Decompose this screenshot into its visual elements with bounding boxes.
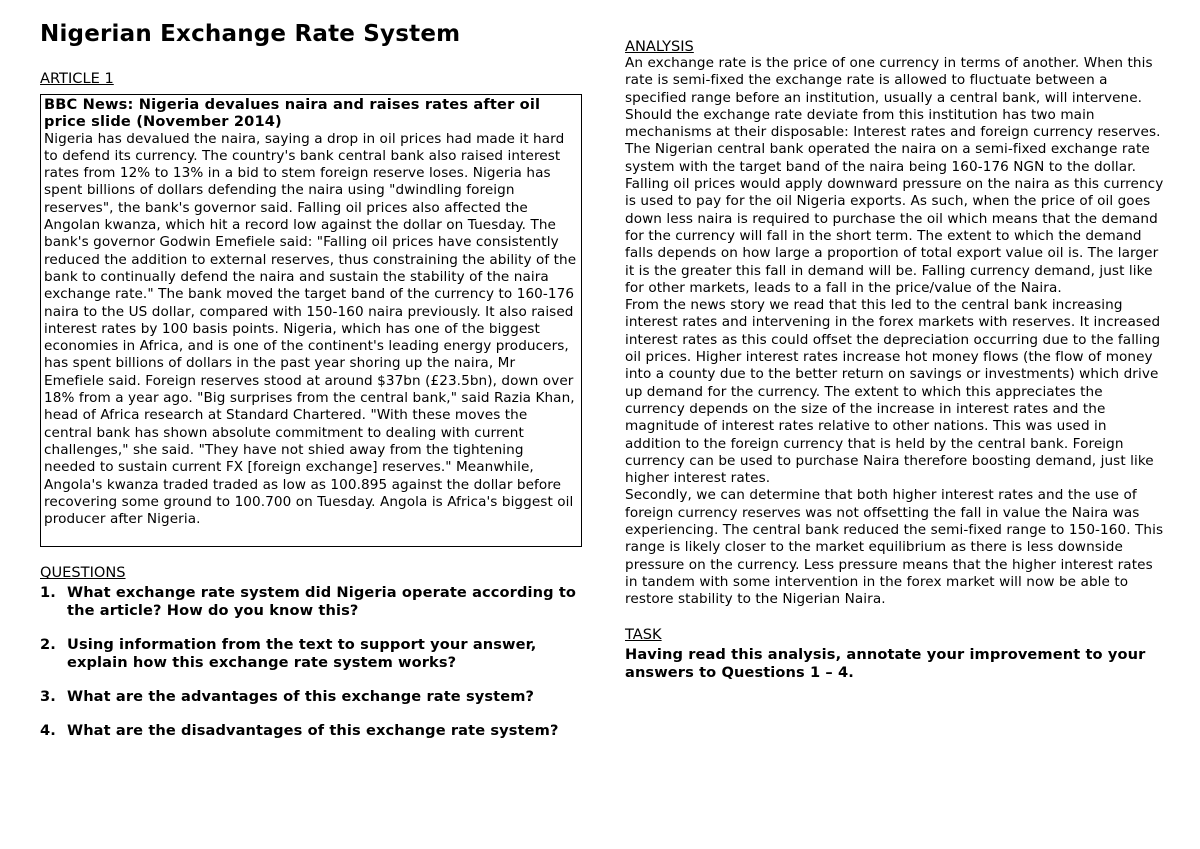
questions-list	[40, 584, 580, 740]
left-column	[40, 20, 582, 756]
article-body: Nigeria has devalued the naira, saying a drop in oil prices had made it hard to defend its currency. The country's bank central bank also raised interest rates from 12% to 13% in a bid to stem foreign reserve loses. Nigeria has spent billions of dollars defending the naira using "dwindling foreign reserves", the bank's governor said. Falling oil prices also affected the Angolan kwanza, which hit a record low against the dollar on Tuesday. The bank's governor Godwin Emefiele said: "Falling oil prices have consistently reduced the addition to external reserves, thus constraining the ability of the bank to continually defend the naira and sustain the stability of the naira exchange rate." The bank moved the target band of the currency to 160-176 naira to the US dollar, compared with 150-160 naira previously. It also raised interest rates by 100 basis points. Nigeria, which has one of the biggest economies in Africa, and is one of the continent's leading energy producers, has spent billions of dollars in the past year shoring up the naira, Mr Emefiele said. Foreign reserves stood at around $37bn (£23.5bn), down over 18% from a year ago. "Big surprises from the central bank," said Razia Khan, head of Africa research at Standard Chartered. "With these moves the central bank has shown absolute commitment to dealing with current challenges," she said. "They have not shied away from the tightening needed to sustain current FX [foreign exchange] reserves." Meanwhile, Angola's kwanza traded traded as low as 100.895 against the dollar before recovering some ground to 100.700 on Tuesday. Angola is Africa's biggest oil producer after Nigeria.	[44, 130, 577, 528]
analysis-body	[625, 55, 1165, 609]
question-text: What exchange rate system did Nigeria operate according to the article? How do you know this?	[67, 584, 577, 620]
question-text: What are the advantages of this exchange rate system?	[67, 688, 535, 706]
question-number: 2.	[40, 636, 56, 654]
question-item	[40, 722, 580, 740]
question-text: What are the disadvantages of this exchange rate system?	[67, 722, 559, 740]
document-title: Nigerian Exchange Rate System	[40, 21, 461, 47]
questions-heading: QUESTIONS	[40, 564, 126, 582]
analysis-paragraph: Secondly, we can determine that both higher interest rates and the use of foreign currency reserves was not offsetting the fall in value the Naira was experiencing. The central bank reduced the semi-fixed range to 150-160. This range is likely closer to the market equilibrium as there is less downside pressure on the currency. Less pressure means that the higher interest rates in tandem with some intervention in the forex market will now be able to restore stability to the Nigerian Naira.	[625, 487, 1164, 608]
article-headline: BBC News: Nigeria devalues naira and raises rates after oil price slide (November 2014)	[44, 96, 541, 131]
task-heading: TASK	[625, 625, 662, 643]
question-number: 1.	[40, 584, 56, 602]
analysis-heading: ANALYSIS	[625, 38, 694, 55]
question-number: 4.	[40, 722, 56, 740]
analysis-paragraph: From the news story we read that this led to the central bank increasing interest rates and intervening in the forex markets with reserves. It increased interest rates as this could offset the depreciation occurring due to the falling oil prices. Higher interest rates increase hot money flows (the flow of money into a county due to the better return on savings or investments) which drive up demand for the currency. The extent to which this appreciates the currency depends on the size of the increase in interest rates and the magnitude of interest rates relative to other nations. This was used in addition to the foreign currency that is held by the central bank. Foreign currency can be used to purchase Naira therefore boosting demand, just like higher interest rates.	[625, 297, 1161, 487]
question-item	[40, 636, 580, 672]
question-item	[40, 688, 580, 706]
question-text: Using information from the text to support your answer, explain how this exchange rate system works?	[67, 636, 537, 672]
right-column	[625, 38, 1165, 682]
article-box	[40, 94, 582, 547]
question-item	[40, 584, 580, 620]
analysis-paragraph: Falling oil prices would apply downward pressure on the naira as this currency is used to pay for the oil Nigeria exports. As such, when the price of oil goes down less naira is required to purchase the oil which means that the demand for the currency will fall in the short term. The extent to which the demand falls depends on how large a proportion of total export value oil is. The larger it is the greater this fall in demand will be. Falling currency demand, just like for other markets, leads to a fall in the price/value of the Naira.	[625, 176, 1164, 296]
question-number: 3.	[40, 688, 56, 706]
task-text: Having read this analysis, annotate your improvement to your answers to Questions 1 – 4.	[625, 645, 1146, 681]
article-heading: ARTICLE 1	[40, 70, 114, 87]
analysis-paragraph: An exchange rate is the price of one currency in terms of another. When this rate is semi-fixed the exchange rate is allowed to fluctuate between a specified range before an institution, usually a central bank, will intervene. Should the exchange rate deviate from this institution has two main mechanisms at their disposable: Interest rates and foreign currency reserves. The Nigerian central bank operated the naira on a semi-fixed exchange rate system with the target band of the naira being 160-176 NGN to the dollar.	[625, 55, 1161, 175]
